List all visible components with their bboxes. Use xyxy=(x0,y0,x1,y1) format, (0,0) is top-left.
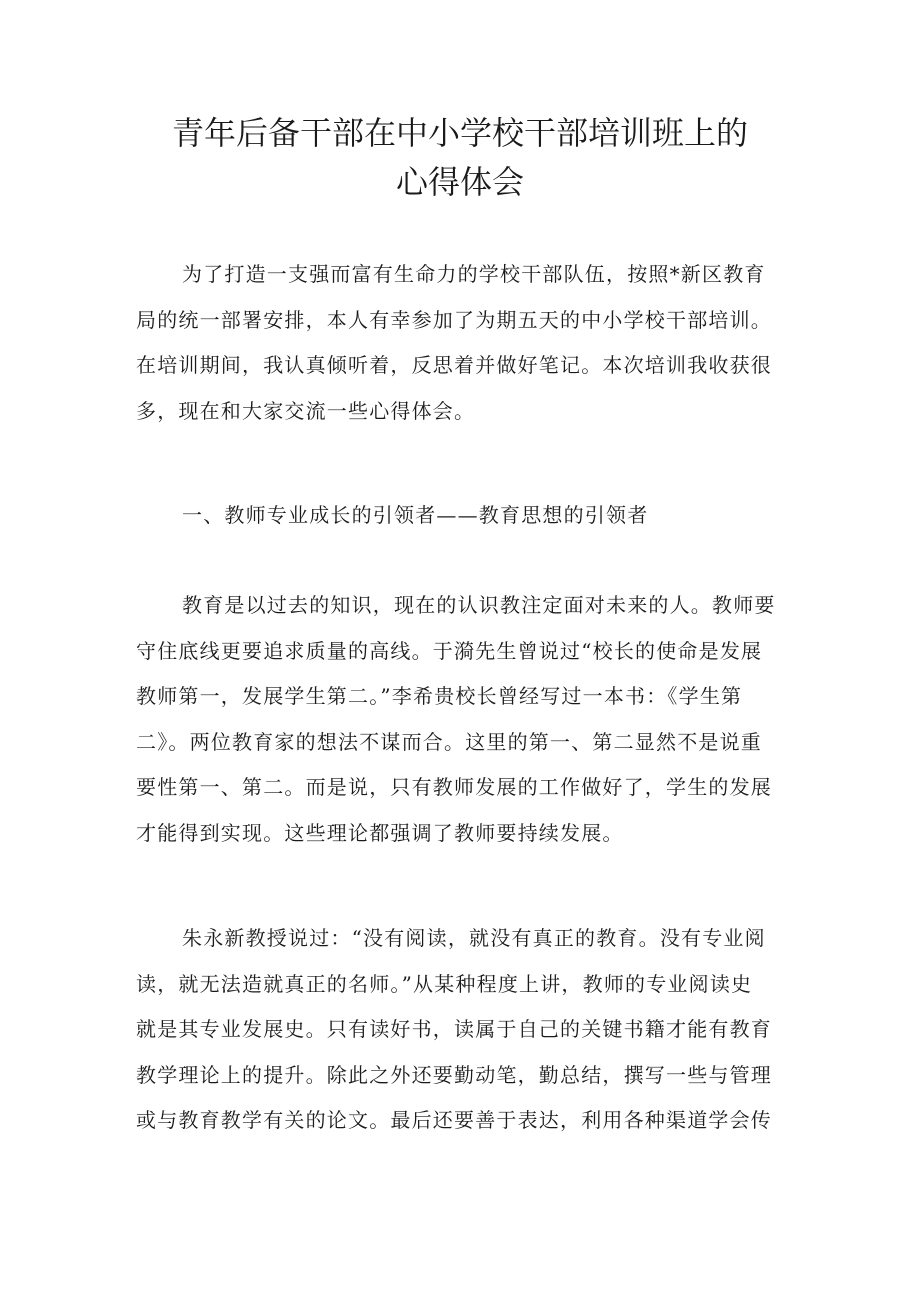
paragraph-line: 读，就无法造就真正的名师。”从某种程度上讲，教师的专业阅读史 xyxy=(136,971,753,996)
section-heading-1 xyxy=(136,493,790,539)
paragraph-professional-reading xyxy=(136,916,790,1144)
paragraph-line: 二》。两位教育家的想法不谋而合。这里的第一、第二显然不是说重 xyxy=(136,729,762,754)
paragraph-line: 为了打造一支强而富有生命力的学校干部队伍，按照*新区教育 xyxy=(182,262,766,286)
paragraph-line: 教育是以过去的知识，现在的认识教注定面对未来的人。教师要 xyxy=(182,593,776,617)
paragraph-line: 教师第一，发展学生第二。”李希贵校长曾经写过一本书：《学生第 xyxy=(136,684,743,708)
paragraph-line: 教学理论上的提升。除此之外还要勤动笔，勤总结，撰写一些与管理 xyxy=(136,1062,772,1087)
paragraph-line: 要性第一、第二。而是说，只有教师发展的工作做好了，学生的发展 xyxy=(136,775,772,799)
document-title-line-2: 心得体会 xyxy=(395,163,524,201)
paragraph-line: 守住底线更要追求质量的高线。于漪先生曾说过“校长的使命是发展 xyxy=(136,638,763,663)
paragraph-line: 朱永新教授说过：“没有阅读，就没有真正的教育。没有专业阅 xyxy=(182,926,766,950)
paragraph-line: 在培训期间，我认真倾听着，反思着并做好笔记。本次培训我收获很 xyxy=(136,353,772,377)
paragraph-teacher-development xyxy=(136,583,790,856)
section-heading-text: 一、教师专业成长的引领者——教育思想的引领者 xyxy=(182,503,649,527)
paragraph-intro xyxy=(136,252,790,434)
paragraph-line: 就是其专业发展史。只有读好书，读属于自己的关键书籍才能有教育 xyxy=(136,1017,772,1041)
paragraph-line: 局的统一部署安排，本人有幸参加了为期五天的中小学校干部培训。 xyxy=(136,307,772,332)
paragraph-line: 或与教育教学有关的论文。最后还要善于表达，利用各种渠道学会传 xyxy=(136,1108,772,1132)
paragraph-line: 才能得到实现。这些理论都强调了教师要持续发展。 xyxy=(136,820,624,845)
document-title-line-1: 青年后备干部在中小学校干部培训班上的 xyxy=(171,114,748,152)
paragraph-line: 多，现在和大家交流一些心得体会。 xyxy=(136,398,476,423)
